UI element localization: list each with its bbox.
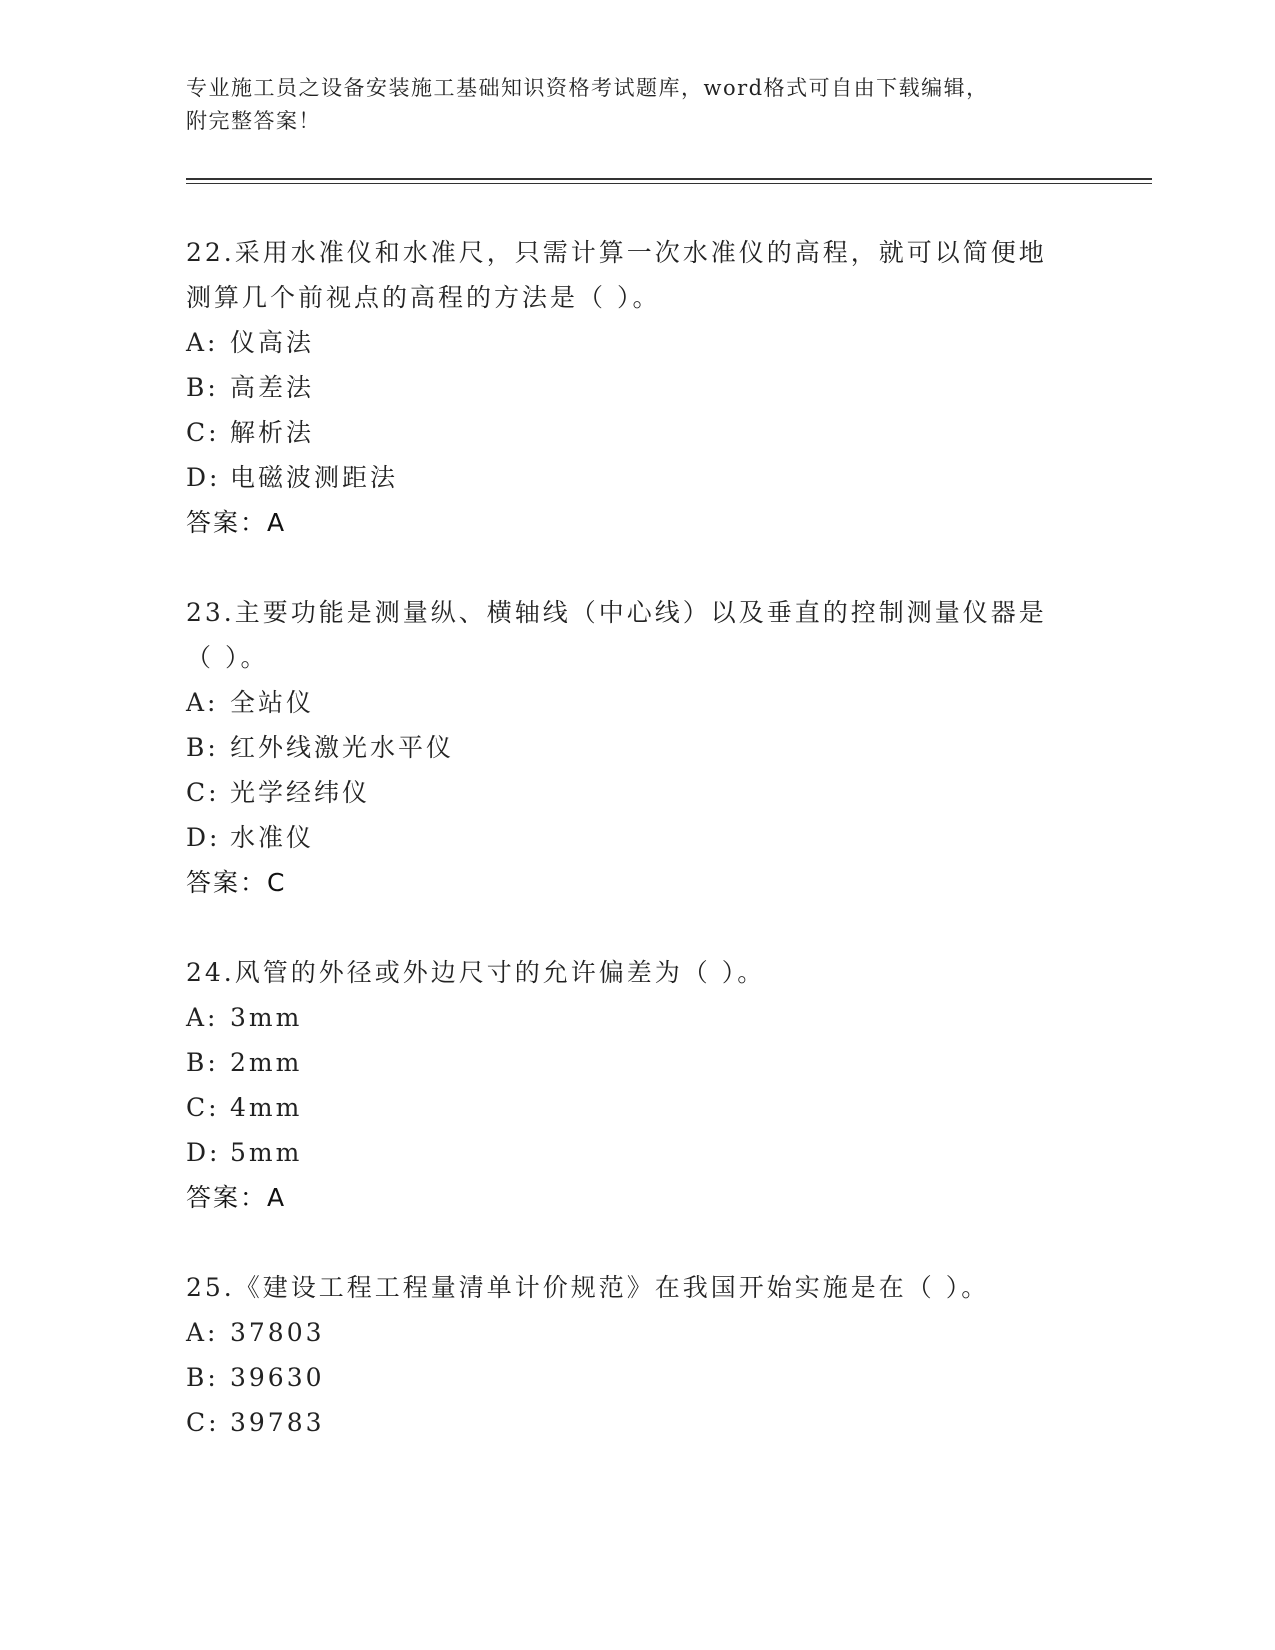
option-text: 3mm <box>230 1003 303 1032</box>
option-letter: A: <box>186 1003 219 1032</box>
question-24 <box>186 950 1086 1220</box>
option-letter: A: <box>186 328 219 357</box>
option-d <box>186 815 1086 860</box>
option-letter: C: <box>186 1408 220 1437</box>
header-line-2: 附完整答案！ <box>186 109 321 133</box>
question-text-line: 22.采用水准仪和水准尺，只需计算一次水准仪的高程，就可以简便地 <box>186 238 1047 267</box>
option-text: 水准仪 <box>230 823 315 852</box>
answer-line: 答案：C <box>186 868 287 897</box>
option-text: 39630 <box>230 1363 325 1392</box>
question-25 <box>186 1265 1086 1445</box>
option-letter: C: <box>186 778 220 807</box>
option-a <box>186 1310 1086 1355</box>
option-text: 电磁波测距法 <box>230 463 399 492</box>
option-text: 高差法 <box>230 373 315 402</box>
question-text-line: 测算几个前视点的高程的方法是（ ）。 <box>186 283 661 312</box>
answer-line: 答案：A <box>186 508 287 537</box>
option-letter: B: <box>186 733 219 762</box>
option-d <box>186 455 1086 500</box>
option-a <box>186 320 1086 365</box>
option-letter: C: <box>186 1093 220 1122</box>
question-text-line: 24.风管的外径或外边尺寸的允许偏差为（ ）。 <box>186 958 766 987</box>
option-b <box>186 365 1086 410</box>
header-divider-thick <box>186 178 1152 180</box>
option-a <box>186 995 1086 1040</box>
option-text: 37803 <box>230 1318 325 1347</box>
question-text-line: 25.《建设工程工程量清单计价规范》在我国开始实施是在（ ）。 <box>186 1273 990 1302</box>
option-letter: D: <box>186 463 221 492</box>
option-letter: C: <box>186 418 220 447</box>
answer-line: 答案：A <box>186 1183 287 1212</box>
option-text: 光学经纬仪 <box>230 778 371 807</box>
option-text: 全站仪 <box>230 688 315 717</box>
option-text: 红外线激光水平仪 <box>230 733 455 762</box>
option-text: 39783 <box>230 1408 325 1437</box>
option-letter: B: <box>186 373 219 402</box>
option-c <box>186 410 1086 455</box>
option-text: 2mm <box>230 1048 303 1077</box>
option-letter: B: <box>186 1363 219 1392</box>
option-b <box>186 725 1086 770</box>
header-line-1: 专业施工员之设备安装施工基础知识资格考试题库，word格式可自由下载编辑， <box>186 76 989 100</box>
question-23 <box>186 590 1086 905</box>
option-b <box>186 1040 1086 1085</box>
option-letter: B: <box>186 1048 219 1077</box>
option-c <box>186 1400 1086 1445</box>
question-text-line: 23.主要功能是测量纵、横轴线（中心线）以及垂直的控制测量仪器是 <box>186 598 1047 627</box>
option-text: 4mm <box>230 1093 303 1122</box>
option-text: 解析法 <box>230 418 315 447</box>
option-letter: A: <box>186 688 219 717</box>
option-letter: D: <box>186 1138 221 1167</box>
question-22 <box>186 230 1086 545</box>
option-d <box>186 1130 1086 1175</box>
question-text-line: （ ）。 <box>186 643 269 672</box>
option-b <box>186 1355 1086 1400</box>
document-header <box>186 72 1086 138</box>
option-text: 仪高法 <box>230 328 315 357</box>
option-c <box>186 1085 1086 1130</box>
option-a <box>186 680 1086 725</box>
option-letter: A: <box>186 1318 219 1347</box>
header-divider-thin <box>186 183 1152 184</box>
option-letter: D: <box>186 823 221 852</box>
option-text: 5mm <box>230 1138 303 1167</box>
option-c <box>186 770 1086 815</box>
